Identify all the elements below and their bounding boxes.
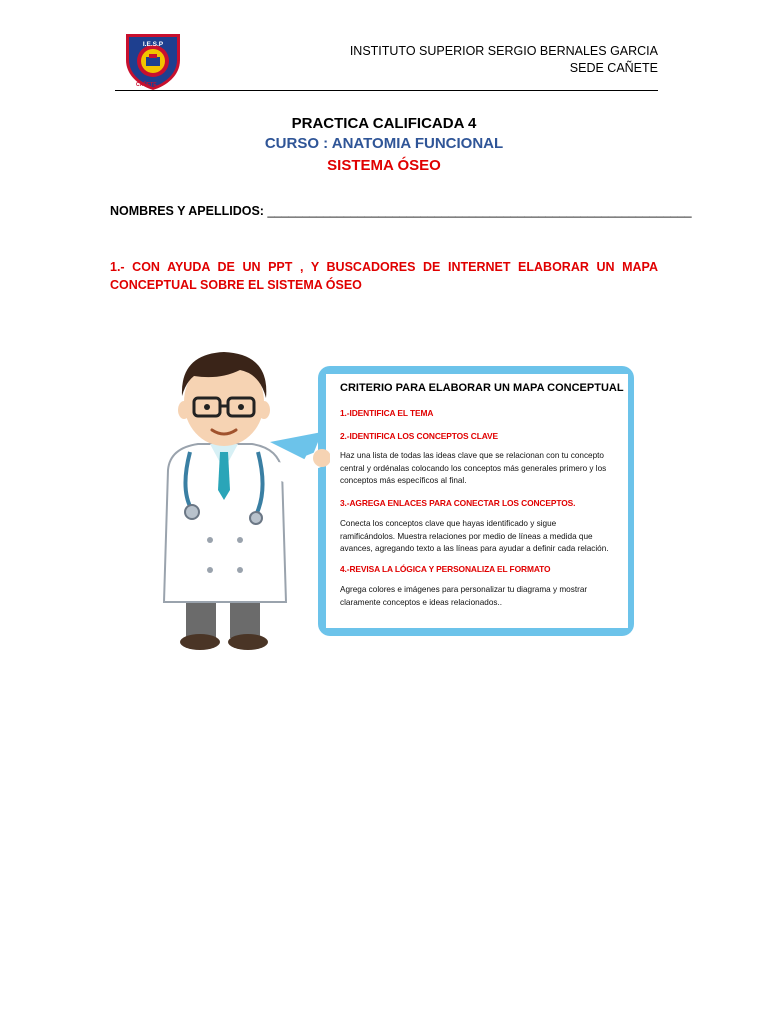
names-field	[110, 204, 692, 218]
logo-acronym: I.E.S.P	[142, 41, 164, 48]
criteria-step-1: 1.-IDENTIFICA EL TEMA	[340, 408, 434, 418]
header-institution-block	[350, 43, 658, 77]
criteria-step-4-text: Agrega colores e imágenes para personalizar tu diagrama y mostrar claramente conceptos e ideas relacionados..	[340, 585, 588, 607]
question-1: 1.- CON AYUDA DE UN PPT , Y BUSCADORES DE INTERNET ELABORAR UN MAPA CONCEPTUAL SOBRE EL SISTEMA ÓSEO	[110, 260, 658, 292]
page-title: PRACTICA CALIFICADA 4	[291, 115, 477, 132]
course-title: CURSO : ANATOMIA FUNCIONAL	[264, 135, 504, 152]
subject-title: SISTEMA ÓSEO	[327, 157, 441, 174]
header-divider	[115, 90, 658, 91]
names-label: NOMBRES Y APELLIDOS:	[110, 204, 264, 218]
logo-location: CAÑETE	[136, 82, 157, 88]
criteria-step-2-text: Haz una lista de todas las ideas clave que se relacionan con tu concepto central y ordénalas colocando los conceptos más generales primero y los conceptos más específicos al final.	[340, 451, 607, 485]
institution-logo	[122, 30, 184, 92]
criteria-step-4: 4.-REVISA LA LÓGICA Y PERSONALIZA EL FORMATO	[340, 564, 551, 574]
criteria-step-3: 3.-AGREGA ENLACES PARA CONECTAR LOS CONCEPTOS.	[340, 498, 576, 508]
institution-name: INSTITUTO SUPERIOR SERGIO BERNALES GARCIA	[349, 44, 658, 58]
criteria-panel	[330, 376, 626, 620]
criteria-step-2: 2.-IDENTIFICA LOS CONCEPTOS CLAVE	[340, 431, 499, 441]
names-blank-line: _____________________________________________________________	[267, 204, 692, 218]
campus-name: SEDE CAÑETE	[569, 61, 658, 75]
criteria-step-3-text: Conecta los conceptos clave que hayas identificado y sigue ramificándolos. Muestra relaciones por medio de líneas a medida que avances, agregando texto a las líneas para ayudar a definir cada relación.	[340, 519, 609, 553]
criteria-title: CRITERIO PARA ELABORAR UN MAPA CONCEPTUAL	[340, 382, 624, 394]
